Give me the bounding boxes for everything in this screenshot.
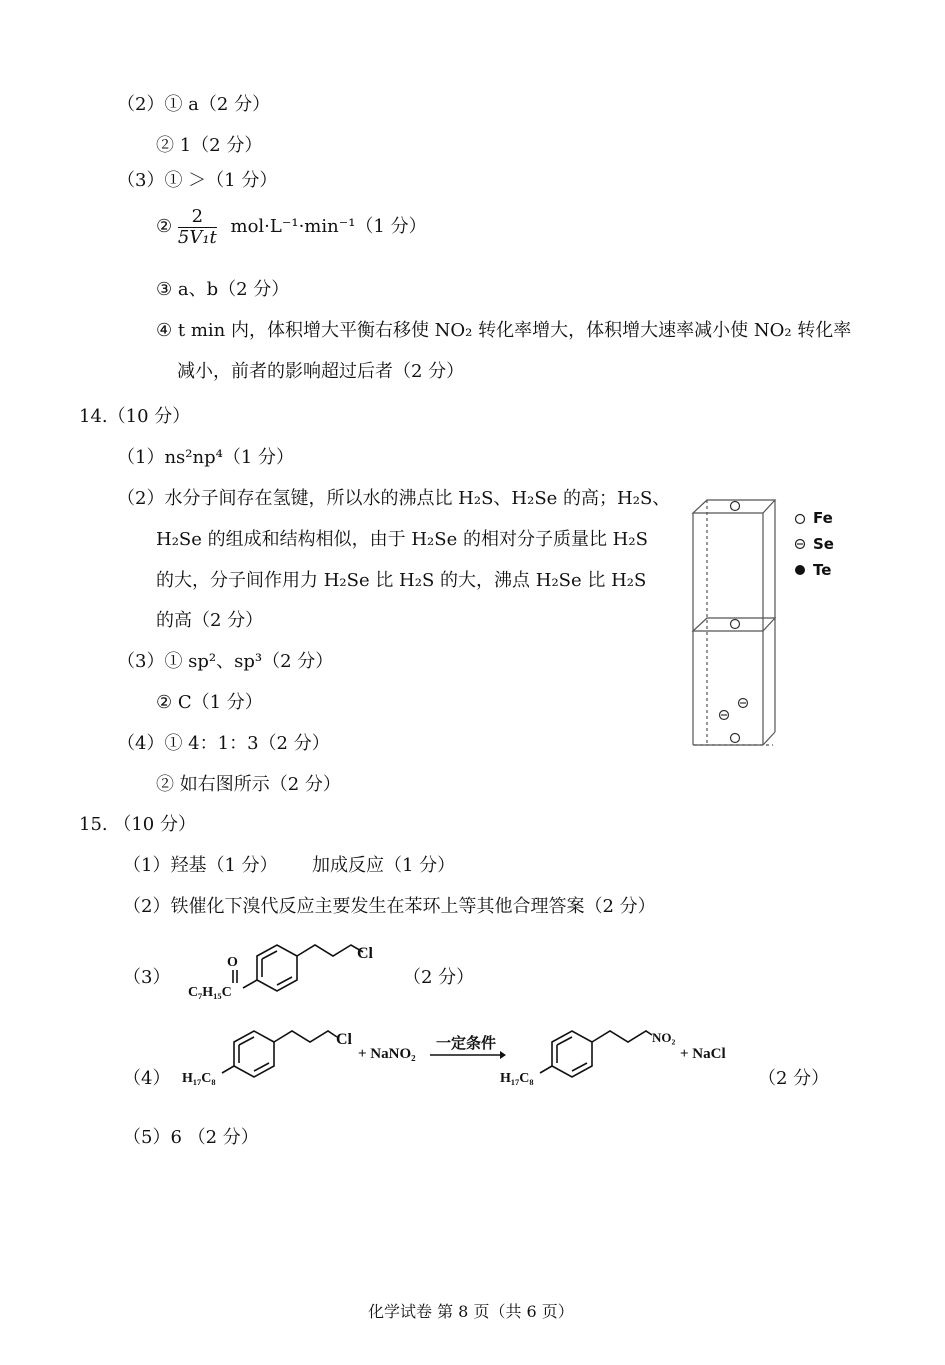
product-alkyl-group: H₁₇C₈ [500, 1071, 534, 1086]
q15-part3-score: （2 分） [403, 967, 475, 988]
q14-part1: （1）ns²np⁴（1 分） [117, 447, 295, 468]
page-footer: 化学试卷 第 8 页（共 6 页） [368, 1302, 574, 1321]
q14-part2-line4: 的高（2 分） [156, 610, 264, 631]
legend-fe-label: Fe [813, 509, 833, 527]
rate-unit: mol·L⁻¹·min⁻¹（1 分） [230, 216, 427, 237]
legend-symbols [793, 511, 807, 577]
q14-part2-line2: H₂Se 的组成和结构相似，由于 H₂Se 的相对分子质量比 H₂S [156, 529, 648, 550]
unit-cell-diagram [685, 495, 790, 750]
q13-part2-answer2: ② 1（2 分） [156, 135, 263, 156]
q13-part3-answer3: ③ a、b（2 分） [156, 279, 290, 300]
q13-part3-answer2 [156, 205, 427, 249]
q14-header: 14.（10 分） [79, 406, 191, 427]
q13-part3-answer4-line2: 减小，前者的影响超过后者（2 分） [177, 361, 465, 382]
fe-legend-icon [796, 515, 805, 524]
q15-header: 15. （10 分） [79, 814, 196, 835]
sodium-chloride-product: + NaCl [680, 1046, 726, 1062]
q13-part3-answer4-line1: ④ t min 内，体积增大平衡右移使 NO₂ 转化率增大，体积增大速率减小使 NO₂ 转化率 [156, 320, 852, 341]
q14-part4-answer2: ② 如右图所示（2 分） [156, 774, 341, 795]
fraction-denominator: 5V₁t [177, 226, 217, 248]
acyl-alkyl-group: C₇H₁₅C [188, 985, 232, 1000]
legend-se-label: Se [813, 535, 834, 553]
te-legend-icon [795, 565, 805, 575]
rate-fraction [178, 207, 217, 248]
bottom-right-edge [763, 732, 775, 745]
q13-part3-answer1: （3）① ＞（1 分） [117, 170, 278, 191]
fraction-numerator: 2 [178, 207, 217, 228]
q15-part3-label: （3） [123, 967, 171, 988]
q14-part2-line1: （2）水分子间存在氢键，所以水的沸点比 H₂S、H₂Se 的高；H₂S、 [117, 488, 671, 509]
nitro-group: NO₂ [652, 1030, 676, 1045]
chloro-group-2: Cl [336, 1031, 352, 1048]
legend-te-label: Te [813, 561, 832, 579]
fe-atom-bottom [731, 734, 740, 743]
q15-part4-score: （2 分） [758, 1068, 830, 1089]
reactant-alkyl-group: H₁₇C₈ [182, 1071, 216, 1086]
q15-part4-label: （4） [123, 1068, 171, 1089]
fe-atom-middle [731, 620, 740, 629]
carbonyl-oxygen: O [227, 955, 238, 970]
q13-part3-answer2-label: ② [156, 216, 173, 237]
q15-part2: （2）铁催化下溴代反应主要发生在苯环上等其他合理答案（2 分） [123, 896, 656, 917]
reaction-condition: 一定条件 [436, 1036, 497, 1052]
reaction-arrow-icon [430, 1049, 506, 1061]
q14-part2-line3: 的大，分子间作用力 H₂Se 比 H₂S 的大，沸点 H₂Se 比 H₂S [156, 570, 647, 591]
q14-part3-answer1: （3）① sp²、sp³（2 分） [117, 651, 334, 672]
sodium-nitrite-reagent: + NaNO₂ [358, 1046, 416, 1062]
q15-part1: （1）羟基（1 分） 加成反应（1 分） [123, 855, 456, 876]
q14-part4-answer1: （4）① 4：1：3（2 分） [117, 733, 330, 754]
q13-part2-answer1: （2）① a（2 分） [117, 94, 271, 115]
q14-part3-answer2: ② C（1 分） [156, 692, 263, 713]
chloro-group-1: Cl [357, 945, 373, 962]
fe-atom-top [731, 502, 740, 511]
q15-part5: （5）6 （2 分） [123, 1127, 259, 1148]
